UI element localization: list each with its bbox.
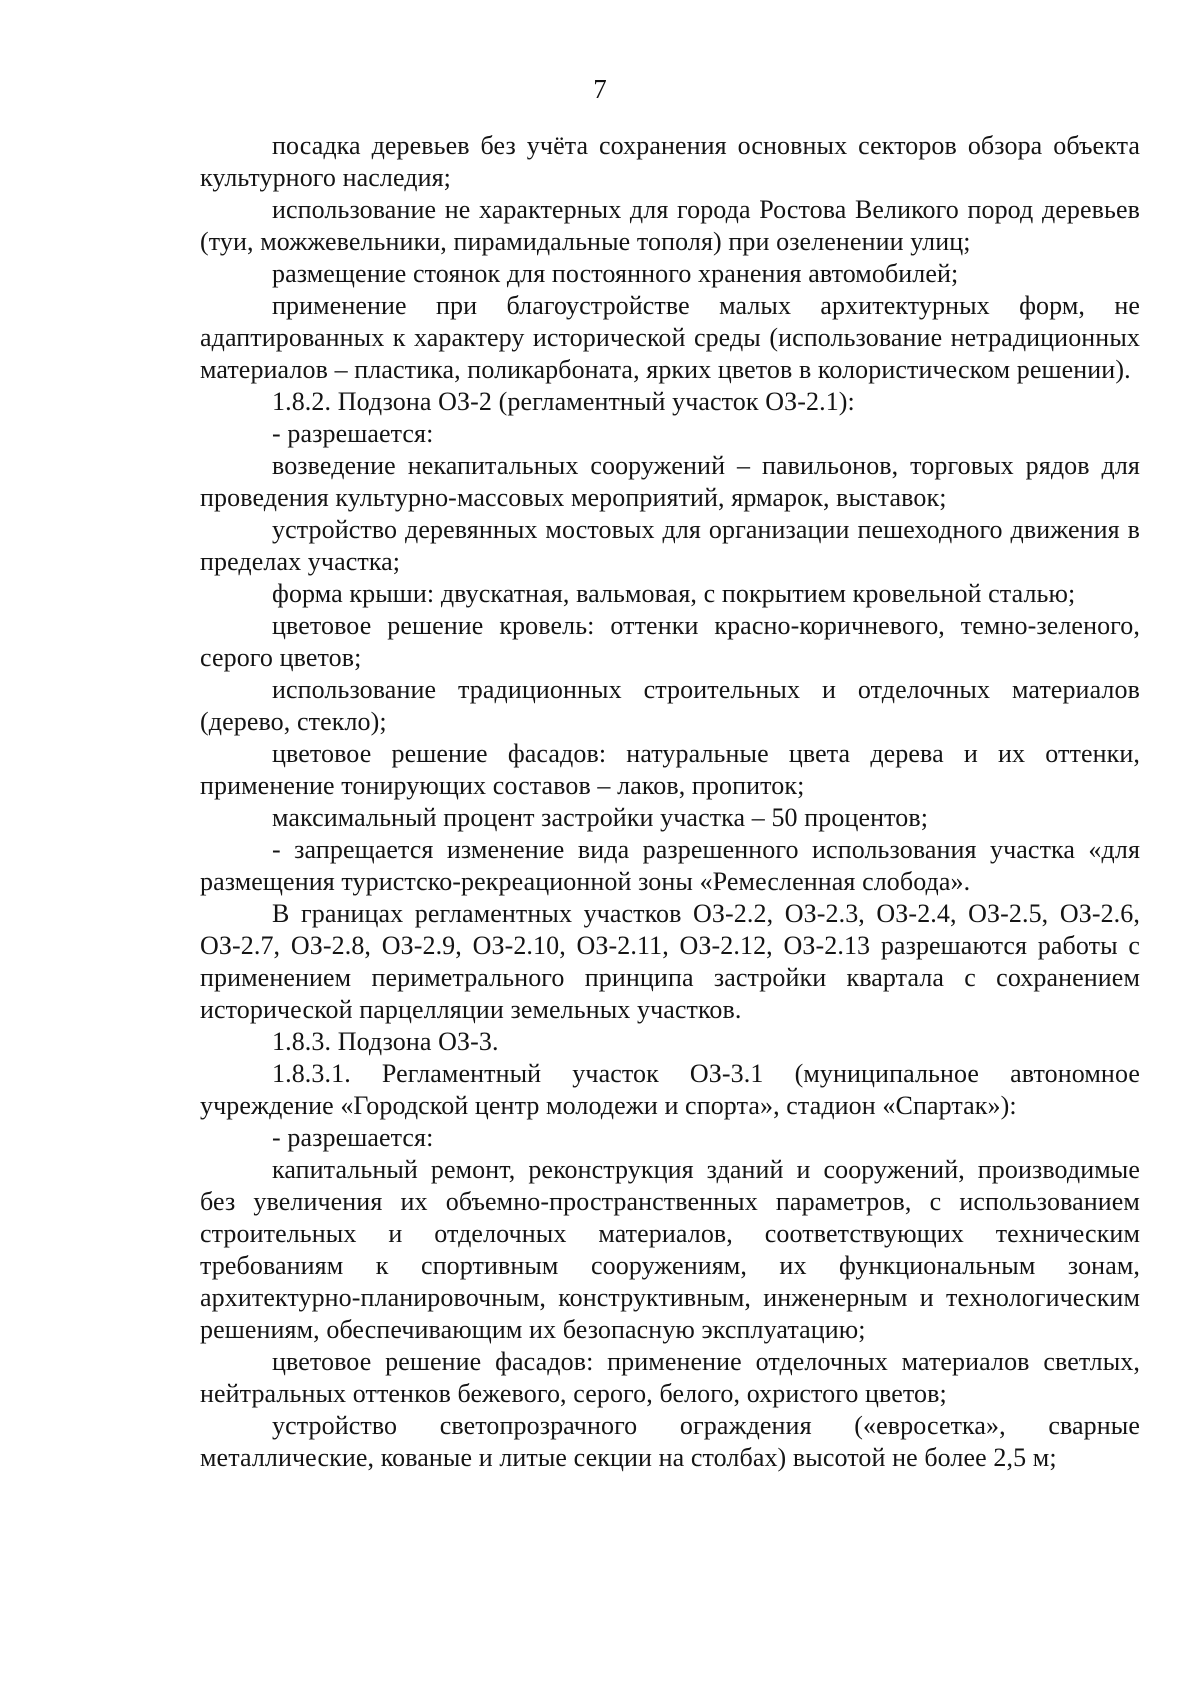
- paragraph-roof-shape: форма крыши: двускатная, вальмовая, с покрытием кровельной сталью;: [272, 579, 1076, 608]
- paragraph-tree-species: использование не характерных для города Ростова Великого пород деревьев (туи, можжевельники, пирамидальные тополя) при озеленении улиц;: [200, 195, 1140, 256]
- page-number: 7: [593, 74, 607, 104]
- paragraph-fence: устройство светопрозрачного ограждения («евросетка», сварные металлические, кованые и литые секции на столбах) высотой не более 2,5 м;: [200, 1411, 1140, 1472]
- paragraph-wooden-walkways: устройство деревянных мостовых для организации пешеходного движения в пределах участка;: [200, 515, 1140, 576]
- paragraph-prohibited-change: - запрещается изменение вида разрешенного использования участка «для размещения туристско-рекреационной зоны «Ремесленная слобода».: [200, 835, 1140, 896]
- paragraph-roof-colors: цветовое решение кровель: оттенки красно-коричневого, темно-зеленого, серого цветов;: [200, 611, 1140, 672]
- document-body: [200, 130, 1140, 1474]
- section-heading-1-8-2: 1.8.2. Подзона ОЗ-2 (регламентный участок ОЗ-2.1):: [272, 387, 855, 416]
- paragraph-boundaries: В границах регламентных участков ОЗ-2.2, ОЗ-2.3, ОЗ-2.4, ОЗ-2.5, ОЗ-2.6, ОЗ-2.7, ОЗ-2.8, ОЗ-2.9, ОЗ-2.10, ОЗ-2.11, ОЗ-2.12, ОЗ-2.13 разрешаются работы с применением периметрального принципа застройки квартала с сохранением исторической парцелляции земельных участков.: [200, 899, 1140, 1024]
- section-heading-1-8-3: 1.8.3. Подзона ОЗ-3.: [272, 1027, 499, 1056]
- paragraph-facade-colors-wood: цветовое решение фасадов: натуральные цвета дерева и их оттенки, применение тонирующих составов – лаков, пропиток;: [200, 739, 1140, 800]
- paragraph-capital-repair: капитальный ремонт, реконструкция зданий и сооружений, производимые без увеличения их объемно-пространственных параметров, с использованием строительных и отделочных материалов, соответствующих техническим требованиям к спортивным сооружениям, их функциональным зонам, архитектурно-планировочным, конструктивным, инженерным и технологическим решениям, обеспечивающим их безопасную эксплуатацию;: [200, 1155, 1140, 1344]
- paragraph-parking: размещение стоянок для постоянного хранения автомобилей;: [272, 259, 959, 288]
- paragraph-facade-colors-light: цветовое решение фасадов: применение отделочных материалов светлых, нейтральных оттенков бежевого, серого, белого, охристого цветов;: [200, 1347, 1140, 1408]
- section-heading-1-8-3-1: 1.8.3.1. Регламентный участок ОЗ-3.1 (муниципальное автономное учреждение «Городской центр молодежи и спорта», стадион «Спартак»):: [200, 1059, 1140, 1120]
- paragraph-traditional-materials: использование традиционных строительных и отделочных материалов (дерево, стекло);: [200, 675, 1140, 736]
- paragraph-small-forms: применение при благоустройстве малых архитектурных форм, не адаптированных к характеру исторической среды (использование нетрадиционных материалов – пластика, поликарбоната, ярких цветов в колористическом решении).: [200, 291, 1140, 384]
- paragraph-pavilions: возведение некапитальных сооружений – павильонов, торговых рядов для проведения культурно-массовых мероприятий, ярмарок, выставок;: [200, 451, 1140, 512]
- paragraph-tree-planting: посадка деревьев без учёта сохранения основных секторов обзора объекта культурного наследия;: [200, 131, 1140, 192]
- paragraph-allowed-2: - разрешается:: [272, 1123, 434, 1152]
- paragraph-max-coverage: максимальный процент застройки участка – 50 процентов;: [272, 803, 929, 832]
- paragraph-allowed-1: - разрешается:: [272, 419, 434, 448]
